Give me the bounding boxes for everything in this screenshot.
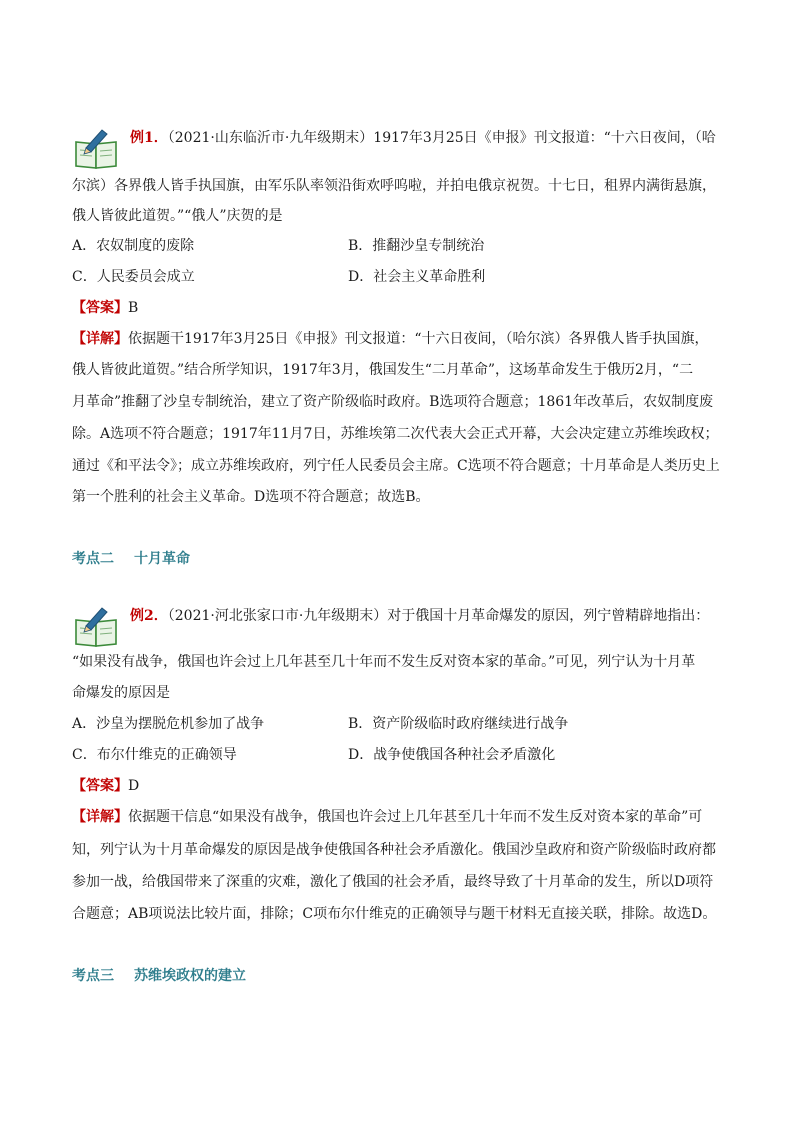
example1-detail-line5: 通过《和平法令》；成立苏维埃政府，列宁任人民委员会主席。C选项不符合题意；十月革命是人类历史上 [72, 458, 720, 474]
book-pencil-icon [72, 128, 122, 170]
example1-stem-line2: 尔滨）各界俄人皆手执国旗，由军乐队率领沿街欢呼呜啦，并拍电俄京祝贺。十七日，租界内满街悬旗， [72, 178, 716, 194]
section-heading-2 [72, 548, 190, 568]
example1-stem-text1: 1917年3月25日《申报》刊文报道：“十六日夜间，（哈 [373, 130, 716, 146]
example1-stem-line3: 俄人皆彼此道贺。”“俄人”庆贺的是 [72, 208, 283, 224]
example2-option-c: C．布尔什维克的正确领导 [72, 747, 237, 763]
example2-detail-line1 [72, 807, 702, 827]
answer-value: D [128, 778, 140, 794]
example1-detail-line6: 第一个胜利的社会主义革命。D选项不符合题意；故选B。 [72, 489, 430, 505]
example1-option-a: A．农奴制度的废除 [72, 238, 195, 254]
example2-option-d: D．战争使俄国各种社会矛盾激化 [348, 747, 556, 763]
answer-label: 【答案】 [72, 778, 128, 794]
section-title: 十月革命 [134, 551, 190, 567]
section-number: 考点三 [72, 968, 114, 984]
book-pencil-icon [72, 606, 122, 648]
example2-detail-line2: 知，列宁认为十月革命爆发的原因是战争使俄国各种社会矛盾激化。俄国沙皇政府和资产阶级临时政府都 [72, 842, 716, 858]
example1-option-b: B．推翻沙皇专制统治 [348, 238, 485, 254]
example1-answer [72, 298, 138, 318]
example2-source: （2021·河北张家口市·九年级期末） [167, 608, 388, 624]
example1-option-c: C．人民委员会成立 [72, 269, 195, 285]
detail-label: 【详解】 [72, 809, 128, 825]
example2-stem-text1: 对于俄国十月革命爆发的原因，列宁曾精辟地指出： [387, 608, 710, 624]
example2-option-b: B．资产阶级临时政府继续进行战争 [348, 716, 569, 732]
answer-value: B [128, 300, 139, 316]
example2-detail-line3: 参加一战，给俄国带来了深重的灾难，激化了俄国的社会矛盾，最终导致了十月革命的发生，所以D项符 [72, 874, 714, 890]
example2-stem-line3: 命爆发的原因是 [72, 685, 170, 701]
example1-detail-line3: 月革命”推翻了沙皇专制统治，建立了资产阶级临时政府。B选项符合题意；1861年改革后，农奴制度废 [72, 394, 714, 410]
example2-detail-line4: 合题意；AB项说法比较片面，排除；C项布尔什维克的正确领导与题干材料无直接关联，排除。故选D。 [72, 906, 717, 922]
example2-stem-line2: “如果没有战争，俄国也许会过上几年甚至几十年而不发生反对资本家的革命。”可见，列宁认为十月革 [72, 654, 696, 670]
example1-label: 例1． [130, 130, 168, 146]
example2-label: 例2． [130, 608, 168, 624]
example1-detail-line4: 除。A选项不符合题意；1917年11月7日，苏维埃第二次代表大会正式开幕，大会决定建立苏维埃政权； [72, 426, 719, 442]
example1-source: （2021·山东临沂市·九年级期末） [167, 130, 374, 146]
detail-label: 【详解】 [72, 331, 128, 347]
section-number: 考点二 [72, 551, 114, 567]
example2-option-a: A．沙皇为摆脱危机参加了战争 [72, 716, 265, 732]
answer-label: 【答案】 [72, 300, 128, 316]
section-title: 苏维埃政权的建立 [134, 968, 246, 984]
example1-option-d: D．社会主义革命胜利 [348, 269, 486, 285]
example2-answer [72, 776, 139, 796]
example1-detail-line1 [72, 329, 709, 349]
section-heading-3 [72, 965, 246, 985]
detail-text: 依据题干1917年3月25日《申报》刊文报道：“十六日夜间，（哈尔滨）各界俄人皆手执国旗， [128, 331, 709, 347]
example1-detail-line2: 俄人皆彼此道贺。”结合所学知识，1917年3月，俄国发生“二月革命”，这场革命发生于俄历2月，“二 [72, 362, 694, 378]
detail-text: 依据题干信息“如果没有战争，俄国也许会过上几年甚至几十年而不发生反对资本家的革命”可 [128, 809, 703, 825]
example1-stem-line1 [130, 128, 716, 148]
example2-stem-line1 [130, 606, 709, 626]
